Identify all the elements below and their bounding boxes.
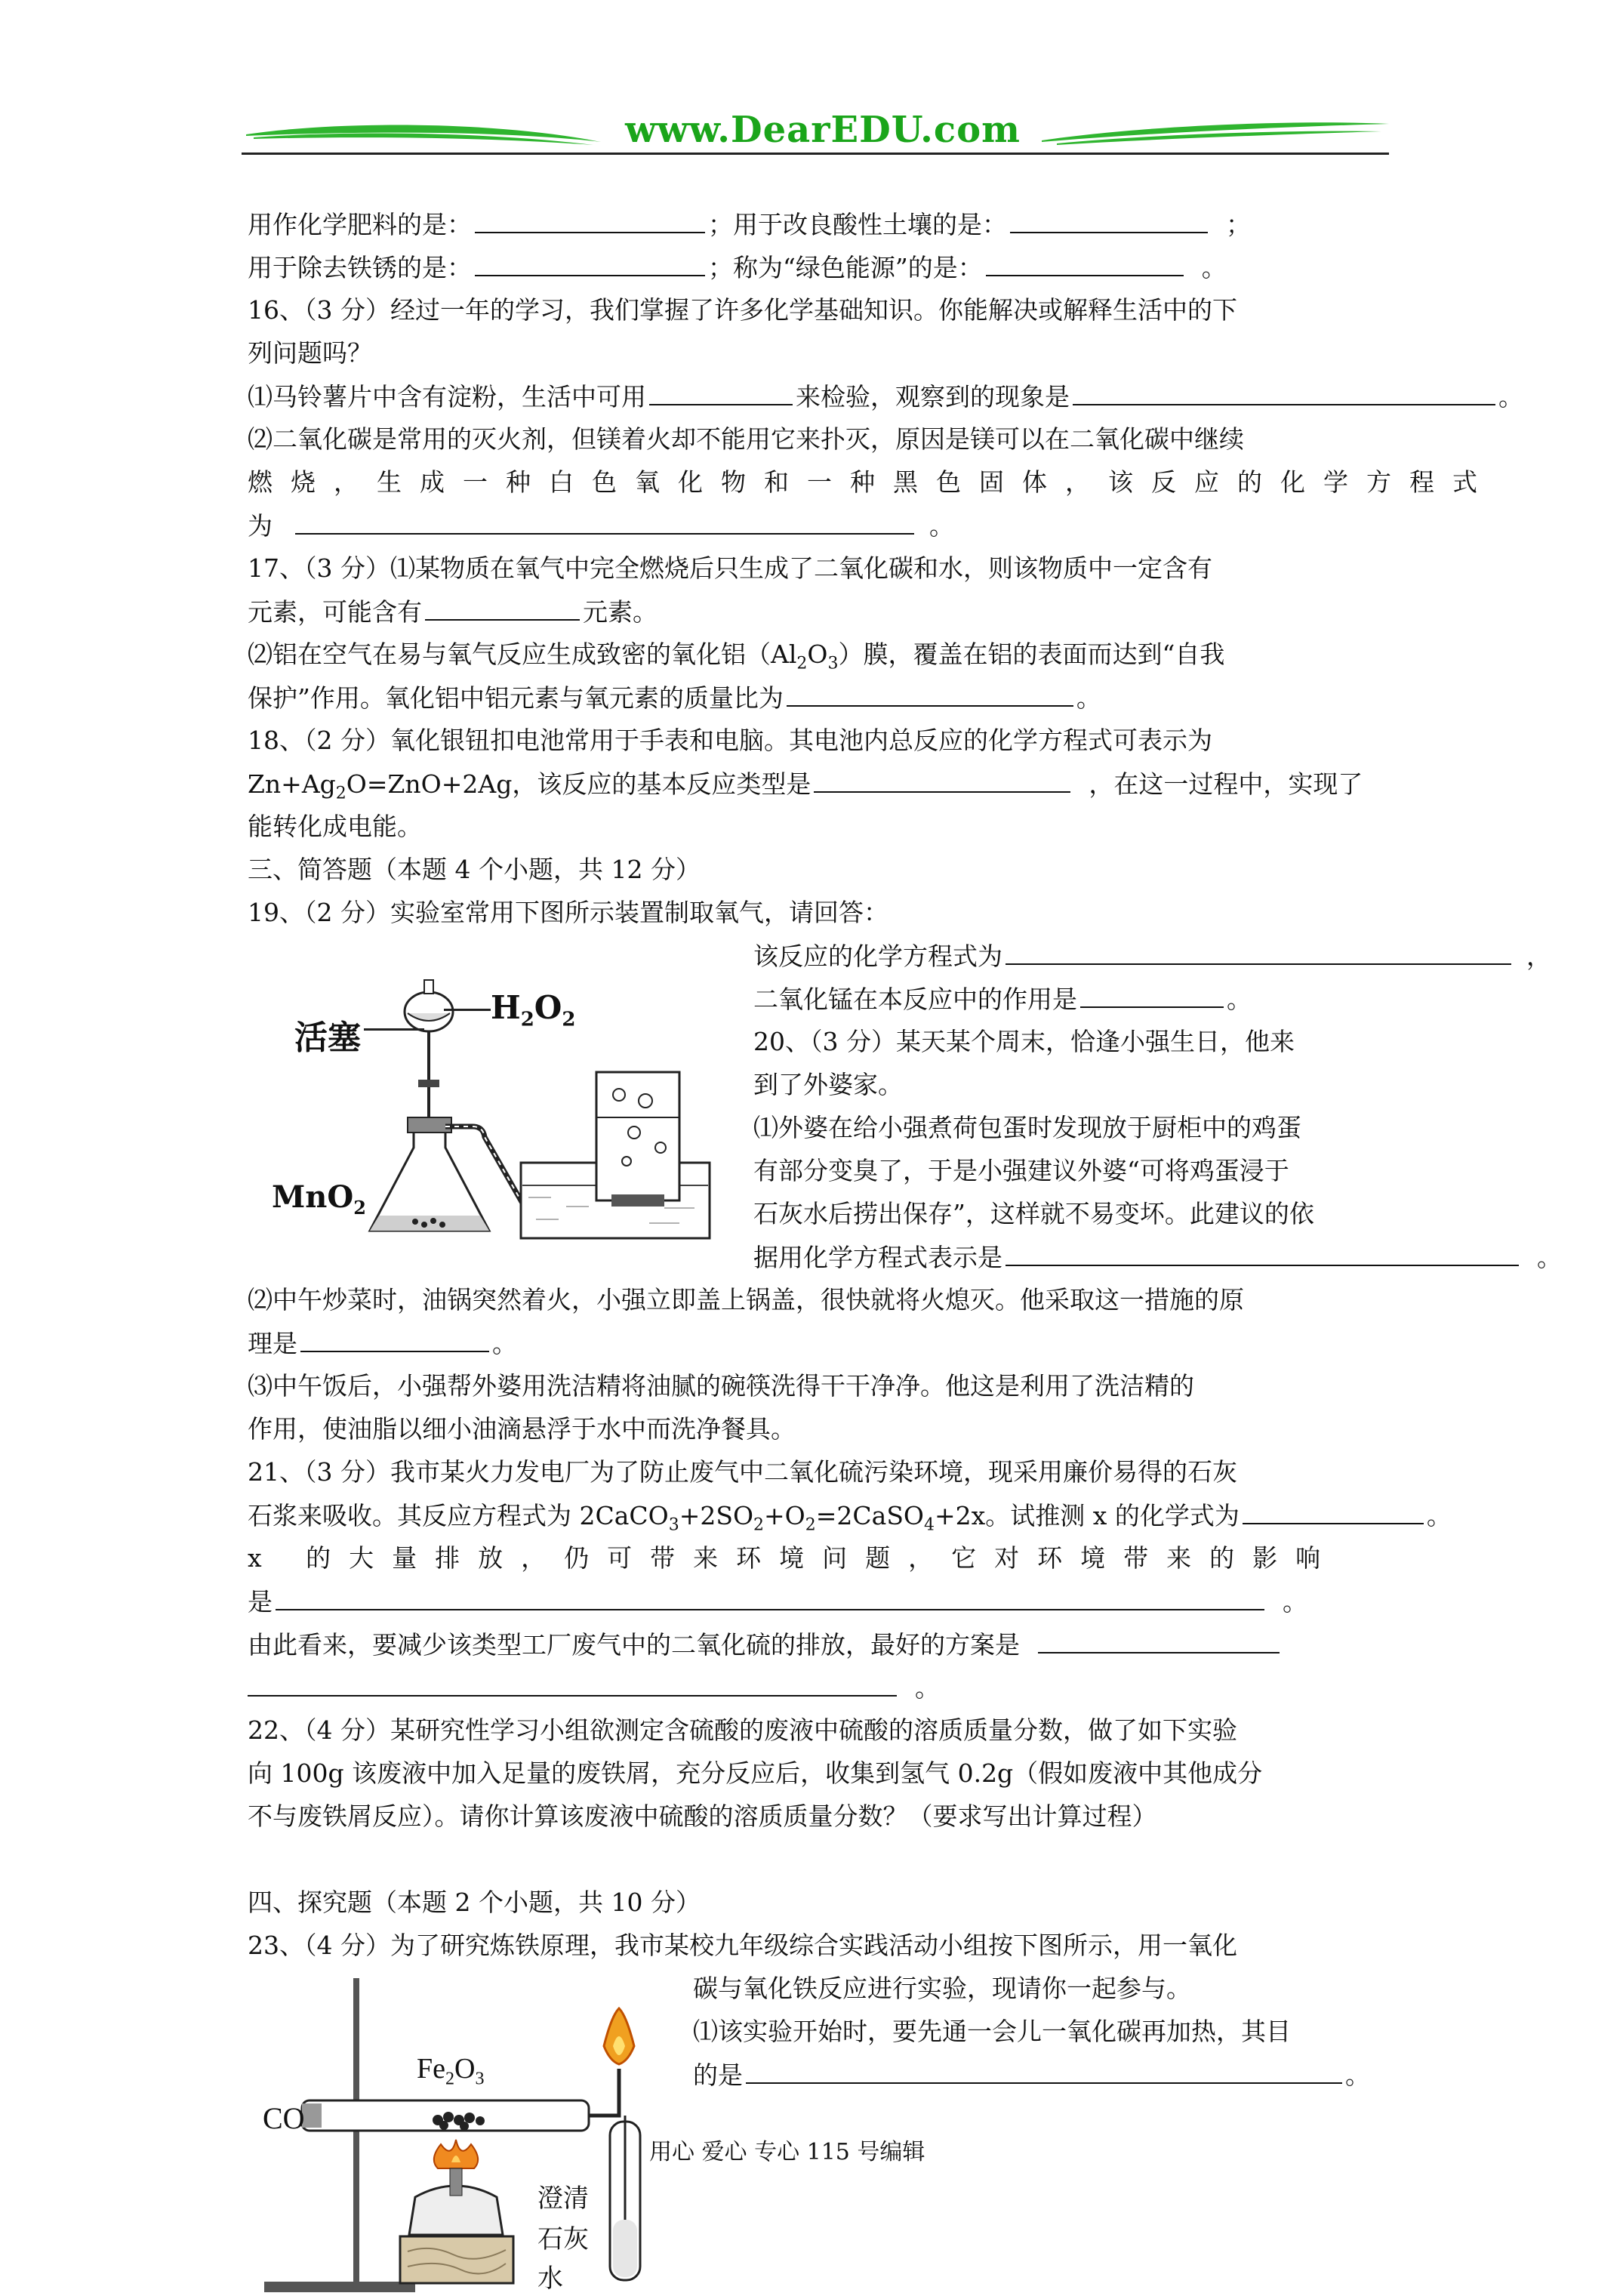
q17-part2-cont: 保护”作用。氧化铝中铝元素与氧元素的质量比为 。: [248, 683, 1101, 713]
q18-stem: 18、（2 分）氧化银钮扣电池常用于手表和电脑。其电池内总反应的化学方程式可表示为: [248, 726, 1212, 755]
q16-part2-cont: 燃烧，生成一种白色氧化物和一种黑色固体，该反应的化学方程式: [248, 467, 1495, 497]
h2o2-label: $H_2O_2$: [491, 989, 576, 1031]
q22-stem-cont: 向 100g 该废液中加入足量的废铁屑，充分反应后，收集到氢气 0.2g（假如废液中其他成分: [248, 1758, 1263, 1788]
mno2-label: MnO$_2$: [272, 1179, 366, 1219]
q20-part1-cont2: 石灰水后捞出保存”，这样就不易变坏。此建议的依: [753, 1199, 1314, 1228]
page-footer: 用心 爱心 专心 115 号编辑: [649, 2139, 925, 2165]
q21-impact: x 的大量排放，仍可带来环境问题，它对环境带来的影响: [248, 1543, 1339, 1573]
q17-part2: ⑵铝在空气在易与氧气反应生成致密的氧化铝$(Al_2O_3)$膜，覆盖在铝的表面而达到“自我: [248, 639, 1225, 673]
q20-stem: 20、（3 分）某天某个周末，恰逢小强生日，他来: [753, 1027, 1295, 1056]
q23-stem-cont: 碳与氧化铁反应进行实验，现请你一起参与。: [693, 1974, 1191, 2003]
limewater-label-2: 石灰: [537, 2224, 589, 2254]
limewater-label-3: 水: [537, 2264, 563, 2294]
q20-part1: ⑴外婆在给小强煮荷包蛋时发现放于厨柜中的鸡蛋: [753, 1113, 1301, 1142]
q23-part1: ⑴该实验开始时，要先通一会儿一氧化碳再加热，其目: [693, 2017, 1291, 2046]
h2o2-pointer: [444, 1009, 491, 1011]
q20-part3-cont: 作用，使油脂以细小油滴悬浮于水中而洗净餐具。: [248, 1414, 796, 1444]
valve-label: 活塞: [294, 1019, 361, 1057]
q20-stem-cont: 到了外婆家。: [753, 1070, 903, 1099]
q21-stem: 21、（3 分）我市某火力发电厂为了防止废气中二氧化硫污染环境，现采用廉价易得的石灰: [248, 1457, 1237, 1487]
q17-stem: 17、（3 分）⑴某物质在氧气中完全燃烧后只生成了二氧化碳和水，则该物质中一定含有: [248, 553, 1212, 583]
fe2o3-label: $Fe_2O_3$: [417, 2053, 485, 2089]
q16-stem: 16、（3 分）经过一年的学习，我们掌握了许多化学基础知识。你能解决或解释生活中的下: [248, 295, 1237, 325]
q21-equation: 石浆来吸收。其反应方程式为 $2CaCO_3+2SO_2+O_2=2CaSO_4+2x$。试推测 x 的化学式为 。: [248, 1501, 1452, 1535]
q19-answer-a: 该反应的化学方程式为 ，: [753, 942, 1551, 971]
q20-part1-answer: 据用化学方程式表示是 。: [753, 1243, 1562, 1272]
q18-equation: $Zn+Ag_2O=ZnO+2Ag$，该反应的基本反应类型是 ，在这一过程中，实现了: [248, 769, 1363, 803]
q21-solution: 由此看来，要减少该类型工厂废气中的二氧化硫的排放，最好的方案是: [248, 1629, 1283, 1660]
q18-cont: 能转化成电能。: [248, 812, 422, 841]
q16-part1: ⑴马铃薯片中含有淀粉，生活中可用 来检验，观察到的现象是 。: [248, 382, 1523, 411]
page-header: [242, 106, 1389, 166]
q20-part2: ⑵中午炒菜时，油锅突然着火，小强立即盖上锅盖，很快就将火熄灭。他采取这一措施的原: [248, 1285, 1244, 1314]
green-swoosh-left-icon: [246, 119, 601, 149]
q16-part2-answer: 为 。: [248, 511, 954, 541]
valve-pointer: [364, 1028, 424, 1031]
q23-part1-answer: 的是 。: [693, 2060, 1370, 2090]
oxygen-apparatus-figure: [272, 959, 717, 1246]
q17-part1: 元素，可能含有 元素。: [248, 597, 658, 627]
section-4-title: 四、探究题（本题 2 个小题，共 10 分）: [248, 1888, 701, 1917]
site-logo-text: www.DearEDU.com: [625, 109, 1021, 151]
q19-stem: 19、（2 分）实验室常用下图所示装置制取氧气，请回答：: [248, 898, 888, 927]
line-fertilizer: 用作化学肥料的是： ；用于改良酸性土壤的是： ；: [248, 210, 1251, 239]
q22-stem-cont2: 不与废铁屑反应）。请你计算该废液中硫酸的溶质质量分数？（要求写出计算过程）: [248, 1801, 1157, 1831]
q23-stem: 23、（4 分）为了研究炼铁原理，我市某校九年级综合实践活动小组按下图所示，用一氧化: [248, 1931, 1237, 1960]
q22-stem: 22、（4 分）某研究性学习小组欲测定含硫酸的废液中硫酸的溶质质量分数，做了如下实验: [248, 1715, 1237, 1745]
q16-part2: ⑵二氧化碳是常用的灭火剂，但镁着火却不能用它来扑灭，原因是镁可以在二氧化碳中继续: [248, 424, 1244, 454]
green-swoosh-right-icon: [1042, 116, 1389, 146]
q20-part1-cont: 有部分变臭了，于是小强建议外婆“可将鸡蛋浸于: [753, 1156, 1289, 1185]
header-rule: [242, 153, 1389, 155]
line-rust: 用于除去铁锈的是： ；称为“绿色能源”的是： 。: [248, 253, 1227, 282]
q21-solution-answer: 。: [248, 1672, 940, 1703]
q19-answer-b: 二氧化锰在本反应中的作用是 。: [753, 985, 1252, 1014]
section-3-title: 三、简答题（本题 4 个小题，共 12 分）: [248, 855, 701, 884]
co-label: CO: [263, 2101, 305, 2135]
q21-impact-answer: 是 。: [248, 1587, 1307, 1616]
limewater-label-1: 澄清: [537, 2184, 589, 2214]
q20-part2-answer: 理是 。: [248, 1329, 517, 1358]
q16-stem-cont: 列问题吗？: [248, 338, 372, 368]
iron-smelting-figure: [257, 1971, 679, 2296]
q20-part3: ⑶中午饭后，小强帮外婆用洗洁精将油腻的碗筷洗得干干净净。他这是利用了洗洁精的: [248, 1371, 1194, 1401]
